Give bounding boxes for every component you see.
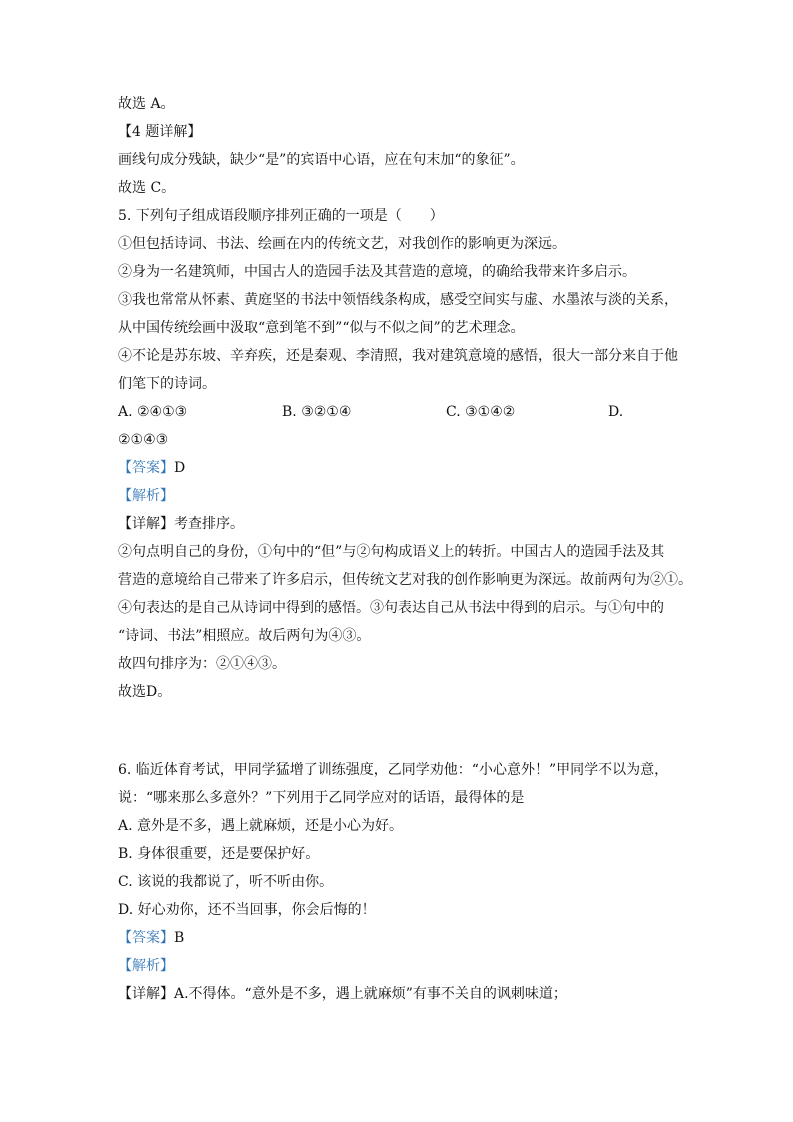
q5-order: 故四句排序为：②①④③。 [118, 656, 286, 672]
q5-answer-label: 【答案】 [118, 460, 174, 476]
q5-sentence-3-line-1: ③我也常常从怀素、黄庭坚的书法中领悟线条构成，感受空间实与虚、水墨浓与淡的关系， [118, 292, 678, 308]
q6-detail-first: A.不得体。“意外是不多，遇上就麻烦”有事不关自的讽刺味道； [174, 986, 567, 1002]
q4-detail-text: 画线句成分残缺，缺少“是”的宾语中心语，应在句末加“的象征”。 [118, 152, 525, 168]
q6-analysis-label: 【解析】 [118, 958, 174, 974]
q6-answer-label: 【答案】 [118, 930, 174, 946]
q6-option-a: A. 意外是不多，遇上就麻烦，还是小心为好。 [118, 818, 404, 834]
q5-detail-label: 【详解】 [118, 516, 174, 532]
q6-option-b: B. 身体很重要，还是要保护好。 [118, 846, 320, 862]
q5-answer-value: D [174, 460, 186, 476]
q6-stem-line-1: 6. 临近体育考试，甲同学猛增了训练强度，乙同学劝他：“小心意外！”甲同学不以为意， [118, 762, 669, 778]
q5-option-c: C. ③①④② [446, 404, 516, 420]
q5-answer [118, 458, 185, 478]
q5-sentence-4-line-2: 们笔下的诗词。 [118, 376, 216, 392]
q5-explanation-line-1: ②句点明自己的身份，①句中的“但”与②句构成语义上的转折。中国古人的造园手法及其 [118, 544, 665, 560]
q6-answer [118, 928, 184, 948]
q6-detail-label: 【详解】 [118, 986, 174, 1002]
q5-detail [118, 514, 244, 534]
q5-choice: 故选D。 [118, 684, 172, 700]
q5-analysis-label: 【解析】 [118, 488, 174, 504]
q5-sentence-1: ①但包括诗词、书法、绘画在内的传统文艺，对我创作的影响更为深远。 [118, 236, 566, 252]
q5-stem: 5. 下列句子组成语段顺序排列正确的一项是（ ） [118, 208, 444, 224]
q4-choice-c: 故选 C。 [118, 180, 176, 196]
q5-explanation-line-4: “诗词、书法”相照应。故后两句为④③。 [118, 628, 371, 644]
q5-option-d-label: D. [608, 404, 624, 420]
q5-explanation-line-2: 营造的意境给自己带来了许多启示，但传统文艺对我的创作影响更为深远。故前两句为②①。 [118, 572, 692, 588]
q6-option-d: D. 好心劝你，还不当回事，你会后悔的！ [118, 902, 376, 918]
q4-detail-heading: 【4 题详解】 [118, 124, 202, 140]
q6-detail [118, 984, 567, 1004]
q5-detail-first: 考查排序。 [174, 516, 244, 532]
q5-option-a: A. ②④①③ [118, 404, 188, 420]
q5-option-d-value: ②①④③ [118, 432, 169, 448]
q5-sentence-3-line-2: 从中国传统绘画中汲取“意到笔不到”“似与不似之间”的艺术理念。 [118, 320, 525, 336]
q6-option-c: C. 该说的我都说了，听不听由你。 [118, 874, 334, 890]
q5-option-b: B. ③②①④ [282, 404, 352, 420]
q5-sentence-4-line-1: ④不论是苏东坡、辛弃疾，还是秦观、李清照，我对建筑意境的感悟，很大一部分来自于他 [118, 348, 678, 364]
q4-choice-a: 故选 A。 [118, 96, 175, 112]
q5-sentence-2: ②身为一名建筑师，中国古人的造园手法及其营造的意境，的确给我带来许多启示。 [118, 264, 636, 280]
q6-answer-value: B [174, 930, 185, 946]
q5-explanation-line-3: ④句表达的是自己从诗词中得到的感悟。③句表达自己从书法中得到的启示。与①句中的 [118, 600, 664, 616]
q6-stem-line-2: 说：“哪来那么多意外？”下列用于乙同学应对的话语，最得体的是 [118, 790, 525, 806]
